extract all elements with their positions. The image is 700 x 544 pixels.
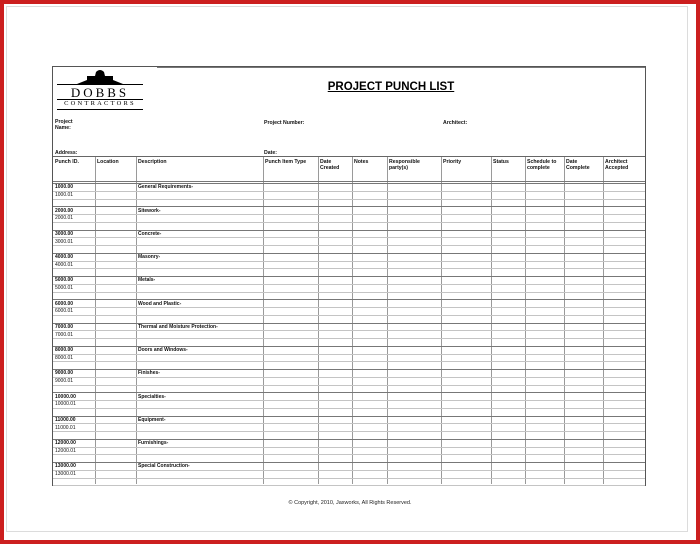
table-row[interactable]: [53, 199, 645, 200]
table-row[interactable]: [53, 423, 645, 424]
punch-id: 11000.00: [55, 416, 76, 423]
table-row[interactable]: [53, 431, 645, 432]
punch-sub-id: 5000.01: [55, 285, 74, 291]
section-description: Finishes-: [138, 370, 160, 377]
copyright-footer: © Copyright, 2010, Jaxworks, All Rights Reserved.: [288, 500, 412, 506]
punch-sub-id: 10000.01: [55, 401, 76, 408]
punch-id: 4000.00: [55, 254, 74, 260]
table-row[interactable]: [53, 385, 645, 386]
section-description: Doors and Windows-: [138, 347, 188, 353]
header-top-line: [53, 156, 645, 157]
column-header: Architect Accepted: [605, 159, 629, 171]
section-description: Thermal and Moisture Protection-: [138, 323, 218, 330]
date-label: Date:: [264, 150, 277, 156]
punch-id: 5000.00: [55, 277, 74, 284]
punch-sub-id: 7000.01: [55, 331, 74, 338]
table-row[interactable]: [53, 470, 645, 471]
punch-sub-id: 1000.01: [55, 192, 74, 198]
table-row[interactable]: [53, 400, 645, 401]
punch-id: 10000.00: [55, 393, 76, 400]
punch-id: 1000.00: [55, 184, 74, 191]
table-row[interactable]: [53, 245, 645, 246]
section-description: Furnishings-: [138, 440, 169, 446]
punch-sub-id: 8000.01: [55, 354, 74, 361]
table-row[interactable]: [53, 307, 645, 308]
punch-sub-id: 12000.01: [55, 447, 76, 454]
table-row[interactable]: [53, 454, 645, 455]
punch-sub-id: 6000.01: [55, 308, 74, 315]
section-description: Masonry-: [138, 254, 161, 260]
table-row[interactable]: [53, 315, 645, 316]
punch-id: 8000.00: [55, 347, 74, 353]
project-name-label: Project Name:: [55, 119, 73, 131]
project-number-label: Project Number:: [264, 120, 305, 126]
header-bottom-line: [53, 181, 645, 182]
section-description: Specialties-: [138, 393, 166, 400]
section-description: Sitework-: [138, 207, 161, 214]
punch-id: 2000.00: [55, 207, 74, 214]
punch-sub-id: 9000.01: [55, 378, 74, 384]
punch-id: 12000.00: [55, 440, 76, 446]
table-row[interactable]: [53, 408, 645, 409]
column-header: Date Created: [320, 159, 340, 171]
table-row[interactable]: [53, 338, 645, 339]
table-row[interactable]: [53, 214, 645, 215]
column-header: Status: [493, 159, 509, 165]
column-header: Location: [97, 159, 119, 165]
section-description: Wood and Plastic-: [138, 300, 182, 307]
table-row[interactable]: [53, 191, 645, 192]
section-description: Special Construction-: [138, 463, 190, 470]
column-header: Punch ID.: [55, 159, 79, 165]
section-description: General Requirements-: [138, 184, 194, 191]
punch-sub-id: 4000.01: [55, 261, 74, 268]
column-header: Punch Item Type: [265, 159, 307, 165]
table-row[interactable]: [53, 361, 645, 362]
table-row[interactable]: [53, 268, 645, 269]
company-name: DOBBS: [70, 85, 130, 100]
table-row[interactable]: [53, 330, 645, 331]
section-description: Concrete-: [138, 230, 162, 237]
column-header: Priority: [443, 159, 462, 165]
table-row[interactable]: [53, 377, 645, 378]
punch-sub-id: 13000.01: [55, 471, 76, 477]
punch-id: 7000.00: [55, 323, 74, 330]
company-subtitle: CONTRACTORS: [64, 100, 136, 107]
column-header: Responsible party(s): [389, 159, 420, 171]
table-row[interactable]: [53, 447, 645, 448]
address-label: Address:: [55, 150, 78, 156]
section-description: Metals-: [138, 277, 156, 284]
column-header: Description: [138, 159, 167, 165]
logo-rule-bottom: [57, 109, 143, 110]
section-description: Equipment-: [138, 416, 166, 423]
punch-sub-id: 11000.01: [55, 424, 76, 431]
punch-sub-id: 2000.01: [55, 215, 74, 222]
column-header: Schedule to complete: [527, 159, 557, 171]
table-row[interactable]: [53, 261, 645, 262]
top-rule: [157, 67, 645, 68]
punch-id: 3000.00: [55, 230, 74, 237]
column-header: Date Complete: [566, 159, 590, 171]
architect-label: Architect:: [443, 120, 468, 126]
table-row[interactable]: [53, 478, 645, 479]
punch-id: 6000.00: [55, 300, 74, 307]
table-row[interactable]: [53, 237, 645, 238]
page-title: PROJECT PUNCH LIST: [327, 81, 455, 93]
table-row[interactable]: [53, 284, 645, 285]
table-row[interactable]: [53, 222, 645, 223]
punch-id: 9000.00: [55, 370, 74, 377]
punch-sub-id: 3000.01: [55, 238, 74, 245]
table-row[interactable]: [53, 354, 645, 355]
table-row[interactable]: [53, 485, 645, 486]
punch-list-sheet: [52, 66, 646, 486]
column-header: Notes: [354, 159, 369, 165]
table-row[interactable]: [53, 292, 645, 293]
punch-id: 13000.00: [55, 463, 76, 470]
